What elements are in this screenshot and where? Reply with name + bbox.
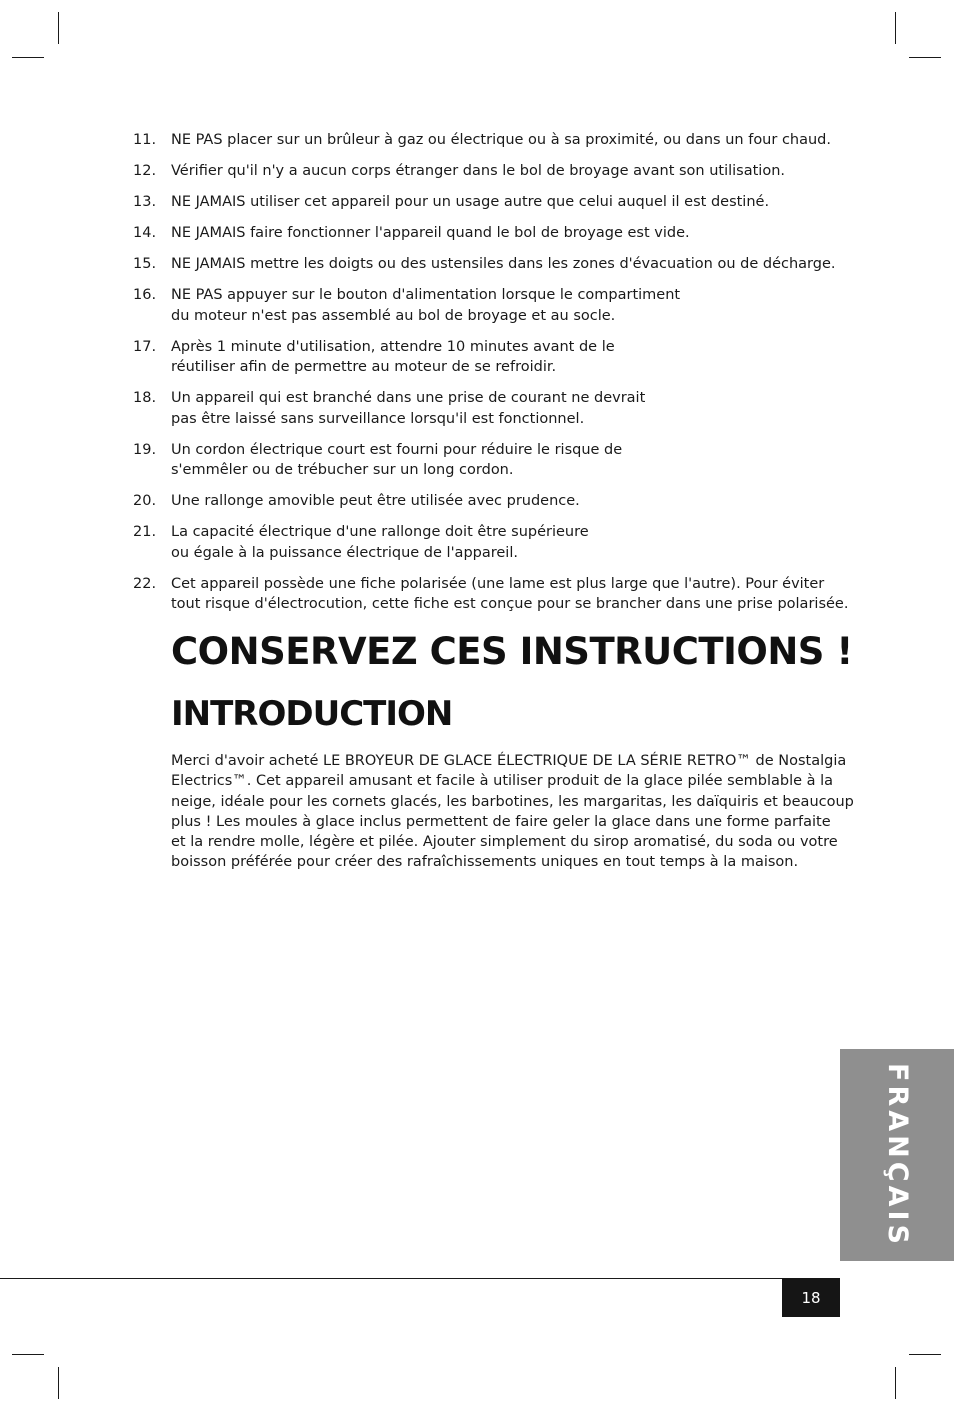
list-item-line: Un cordon électrique court est fourni pour réduire le risque de [171,441,623,458]
list-item-number: 18. [133,390,157,406]
list-item [133,192,833,213]
crop-mark-top-left-vertical [58,12,59,44]
list-item-number: 16. [133,287,157,303]
crop-mark-top-left-horizontal [12,57,44,58]
list-item-text [171,337,833,378]
list-item-line: NE JAMAIS utiliser cet appareil pour un usage autre que celui auquel il est destiné. [171,194,770,210]
list-item-number: 22. [133,575,157,592]
list-item-line: ou égale à la puissance électrique de l'appareil. [171,544,518,561]
list-item [133,337,833,378]
intro-line: neige, idéale pour les cornets glacés, les barbotines, les margaritas, les daïquiris et beaucoup [171,793,854,810]
list-item [133,491,833,512]
save-instructions-heading: CONSERVEZ CES INSTRUCTIONS ! [171,630,853,673]
list-item-number: 15. [133,256,157,272]
safety-instructions-list [133,130,849,615]
intro-line: plus ! Les moules à glace inclus permettent de faire geler la glace dans une forme parfaite [171,813,831,830]
crop-mark-top-right-horizontal [909,57,941,58]
list-item [133,522,833,563]
list-item-text [171,491,833,512]
crop-mark-bottom-left-vertical [58,1367,59,1399]
list-item-number: 14. [133,225,157,241]
list-item-number: 17. [133,338,157,355]
list-item [133,440,833,481]
language-tab-label: FRANÇAIS [881,1062,913,1248]
list-item-line: pas être laissé sans surveillance lorsqu'il est fonctionnel. [171,410,585,427]
list-item-line: du moteur n'est pas assemblé au bol de broyage et au socle. [171,307,616,324]
list-item-number: 19. [133,441,157,458]
list-item [133,161,833,182]
list-item-text [171,388,833,429]
list-item-line: Cet appareil possède une fiche polarisée (une lame est plus large que l'autre). Pour éviter [171,575,825,592]
list-item-line: NE JAMAIS mettre les doigts ou des ustensiles dans les zones d'évacuation ou de décharge. [171,256,836,272]
list-item-text [171,574,848,615]
list-item-line: Vérifier qu'il n'y a aucun corps étranger dans le bol de broyage avant son utilisation. [171,163,785,179]
list-item-line: Après 1 minute d'utilisation, attendre 10 minutes avant de le [171,338,615,355]
footer-rule [0,1278,840,1279]
crop-mark-bottom-right-vertical [895,1367,896,1399]
list-item-line: NE JAMAIS faire fonctionner l'appareil quand le bol de broyage est vide. [171,225,690,241]
list-item [133,254,836,275]
list-item [133,130,833,151]
introduction-heading: INTRODUCTION [171,694,453,734]
list-item-line: tout risque d'électrocution, cette fiche est conçue pour se brancher dans une prise polarisée. [171,596,849,612]
intro-line: boisson préférée pour créer des rafraîchissements uniques en tout temps à la maison. [171,854,799,871]
intro-line: Merci d'avoir acheté LE BROYEUR DE GLACE ÉLECTRIQUE DE LA SÉRIE RETRO™ de Nostalgia [171,753,847,769]
crop-mark-bottom-left-horizontal [12,1354,44,1355]
list-item-text [171,440,833,481]
list-item-line: NE PAS appuyer sur le bouton d'alimentation lorsque le compartiment [171,287,681,303]
list-item [133,285,833,326]
list-item-text [171,130,833,151]
list-item-text [171,223,833,244]
language-tab [840,1049,954,1261]
list-item-text [171,254,835,275]
list-item-text [171,192,833,213]
list-item-text [171,285,833,326]
list-item-line: Un appareil qui est branché dans une prise de courant ne devrait [171,390,646,406]
intro-line: Electrics™. Cet appareil amusant et facile à utiliser produit de la glace pilée semblable à la [171,773,834,790]
list-item-line: s'emmêler ou de trébucher sur un long cordon. [171,462,514,478]
list-item-number: 13. [133,194,157,210]
introduction-paragraph [171,751,854,873]
list-item-number: 21. [133,524,157,540]
list-item-line: La capacité électrique d'une rallonge doit être supérieure [171,524,589,540]
list-item-number: 20. [133,493,157,509]
list-item [133,223,833,244]
list-item-line: Une rallonge amovible peut être utilisée avec prudence. [171,493,580,509]
list-item [133,388,833,429]
intro-line: et la rendre molle, légère et pilée. Ajouter simplement du sirop aromatisé, du soda ou votre [171,834,838,851]
list-item-line: NE PAS placer sur un brûleur à gaz ou électrique ou à sa proximité, ou dans un four chaud. [171,132,831,148]
list-item-text [171,522,833,563]
list-item-number: 12. [133,163,157,179]
crop-mark-top-right-vertical [895,12,896,44]
list-item-line: réutiliser afin de permettre au moteur de se refroidir. [171,359,557,375]
crop-mark-bottom-right-horizontal [909,1354,941,1355]
list-item-text [171,161,833,182]
page-number: 18 [782,1278,840,1317]
list-item-number: 11. [133,132,157,148]
list-item [133,574,849,615]
